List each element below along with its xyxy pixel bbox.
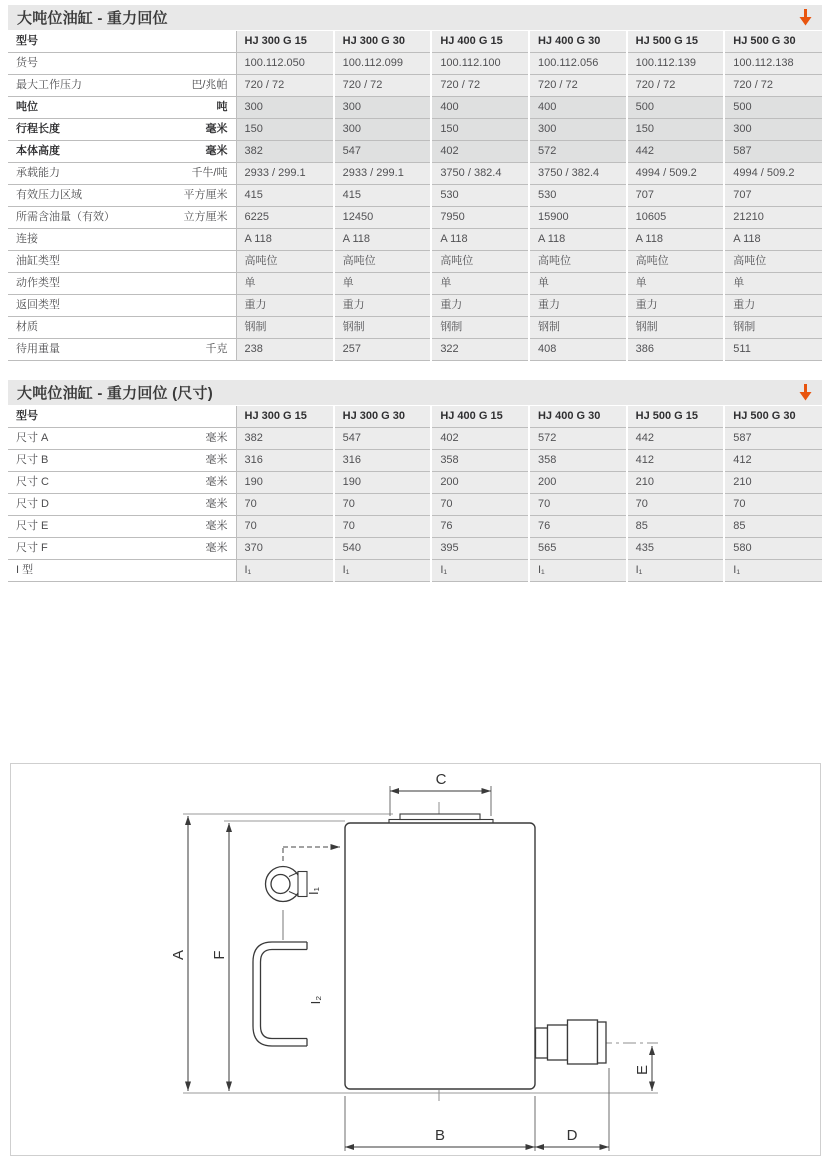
value-cell: 重力	[236, 295, 334, 317]
row-label: 尺寸 D	[16, 498, 49, 510]
value-cell: 4994 / 509.2	[627, 163, 725, 185]
column-header: HJ 500 G 15	[627, 31, 725, 53]
header-row	[8, 31, 822, 53]
row-label: 本体高度	[16, 145, 60, 157]
value-cell: 190	[334, 472, 432, 494]
value-cell: I₁	[529, 560, 627, 582]
row-label-cell	[8, 339, 236, 361]
row-label-cell	[8, 251, 236, 273]
value-cell: 钢制	[724, 317, 822, 339]
value-cell: 300	[334, 97, 432, 119]
value-cell: 210	[724, 472, 822, 494]
row-unit: 平方厘米	[183, 189, 228, 201]
value-cell: 重力	[334, 295, 432, 317]
dim-label-c: C	[435, 771, 447, 788]
column-header: HJ 300 G 15	[236, 406, 334, 428]
value-cell: 70	[236, 494, 334, 516]
table-row	[8, 295, 822, 317]
row-unit: 吨	[216, 101, 228, 113]
row-label-cell	[8, 560, 236, 582]
row-unit: 千克	[205, 343, 228, 355]
value-cell: 382	[236, 141, 334, 163]
row-label: I 型	[16, 564, 34, 576]
row-label: 最大工作压力	[16, 79, 82, 91]
label-i2: I₂	[308, 995, 323, 1005]
row-unit: 毫米	[205, 454, 228, 466]
row-label: 尺寸 B	[16, 454, 49, 466]
row-unit: 千牛/吨	[191, 167, 228, 179]
value-cell: 单	[334, 273, 432, 295]
value-cell: 150	[236, 119, 334, 141]
value-cell: 500	[724, 97, 822, 119]
value-cell: 382	[236, 428, 334, 450]
specs-title-bar	[8, 5, 822, 30]
value-cell: 322	[431, 339, 529, 361]
model-header-label: 型号	[8, 31, 236, 53]
value-cell: 316	[236, 450, 334, 472]
value-cell: 150	[627, 119, 725, 141]
value-cell: 300	[334, 119, 432, 141]
value-cell: 重力	[431, 295, 529, 317]
column-header: HJ 400 G 15	[431, 406, 529, 428]
value-cell: 重力	[627, 295, 725, 317]
header-row	[8, 406, 822, 428]
row-label: 动作类型	[16, 277, 60, 289]
value-cell: 15900	[529, 207, 627, 229]
row-label-cell	[8, 163, 236, 185]
value-cell: 单	[529, 273, 627, 295]
value-cell: 钢制	[431, 317, 529, 339]
value-cell: A 118	[627, 229, 725, 251]
value-cell: 530	[431, 185, 529, 207]
value-cell: 7950	[431, 207, 529, 229]
value-cell: 300	[724, 119, 822, 141]
row-label: 尺寸 F	[16, 542, 48, 554]
table-row	[8, 516, 822, 538]
column-header: HJ 400 G 30	[529, 406, 627, 428]
value-cell: 500	[627, 97, 725, 119]
value-cell: 100.112.138	[724, 53, 822, 75]
row-label-cell	[8, 75, 236, 97]
table-row	[8, 163, 822, 185]
value-cell: 70	[334, 494, 432, 516]
column-header: HJ 500 G 15	[627, 406, 725, 428]
value-cell: 400	[529, 97, 627, 119]
value-cell: 580	[724, 538, 822, 560]
value-cell: 720 / 72	[236, 75, 334, 97]
dim-label-d: D	[566, 1127, 578, 1144]
value-cell: 190	[236, 472, 334, 494]
value-cell: 70	[627, 494, 725, 516]
row-label-cell	[8, 185, 236, 207]
row-label-cell	[8, 317, 236, 339]
value-cell: 358	[431, 450, 529, 472]
value-cell: 76	[431, 516, 529, 538]
table-row	[8, 207, 822, 229]
value-cell: 3750 / 382.4	[431, 163, 529, 185]
column-header: HJ 400 G 15	[431, 31, 529, 53]
value-cell: 70	[236, 516, 334, 538]
value-cell: 442	[627, 141, 725, 163]
row-label-cell	[8, 119, 236, 141]
row-label: 尺寸 E	[16, 520, 49, 532]
value-cell: 单	[627, 273, 725, 295]
value-cell: 高吨位	[627, 251, 725, 273]
dim-label-a: A	[170, 949, 187, 961]
value-cell: 100.112.099	[334, 53, 432, 75]
table-row	[8, 494, 822, 516]
row-unit: 毫米	[205, 123, 228, 135]
row-label: 油缸类型	[16, 255, 60, 267]
arrow-head	[800, 392, 812, 401]
value-cell: A 118	[334, 229, 432, 251]
value-cell: 200	[529, 472, 627, 494]
specs-table	[8, 31, 822, 361]
model-header-label: 型号	[8, 406, 236, 428]
table-row	[8, 450, 822, 472]
value-cell: 400	[431, 97, 529, 119]
cylinder-diagram-box	[10, 763, 821, 1156]
column-header: HJ 300 G 30	[334, 31, 432, 53]
table-row	[8, 251, 822, 273]
value-cell: 70	[431, 494, 529, 516]
dimensions-section	[8, 380, 822, 582]
row-label-cell	[8, 207, 236, 229]
value-cell: 386	[627, 339, 725, 361]
value-cell: 540	[334, 538, 432, 560]
value-cell: 3750 / 382.4	[529, 163, 627, 185]
hydraulic-coupler	[536, 1020, 607, 1064]
row-unit: 毫米	[205, 498, 228, 510]
value-cell: 2933 / 299.1	[334, 163, 432, 185]
row-label: 所需含油量（有效）	[16, 211, 115, 223]
value-cell: 395	[431, 538, 529, 560]
row-label: 尺寸 A	[16, 432, 49, 444]
arrow-stem	[804, 384, 807, 393]
row-label: 承载能力	[16, 167, 60, 179]
value-cell: 100.112.050	[236, 53, 334, 75]
row-label: 材质	[16, 321, 38, 333]
value-cell: 70	[724, 494, 822, 516]
value-cell: 300	[236, 97, 334, 119]
value-cell: 重力	[529, 295, 627, 317]
value-cell: 150	[431, 119, 529, 141]
value-cell: 370	[236, 538, 334, 560]
value-cell: 415	[334, 185, 432, 207]
cylinder-body	[345, 814, 535, 1089]
table-row	[8, 185, 822, 207]
value-cell: 21210	[724, 207, 822, 229]
row-label-cell	[8, 295, 236, 317]
dim-label-b: B	[434, 1127, 446, 1144]
value-cell: 415	[236, 185, 334, 207]
value-cell: 76	[529, 516, 627, 538]
dimensions-title-bar	[8, 380, 822, 405]
value-cell: 单	[724, 273, 822, 295]
table-row	[8, 472, 822, 494]
value-cell: 钢制	[627, 317, 725, 339]
value-cell: 12450	[334, 207, 432, 229]
row-label-cell	[8, 472, 236, 494]
value-cell: 707	[724, 185, 822, 207]
value-cell: 442	[627, 428, 725, 450]
value-cell: 402	[431, 428, 529, 450]
row-label-cell	[8, 450, 236, 472]
value-cell: 100.112.139	[627, 53, 725, 75]
value-cell: 高吨位	[529, 251, 627, 273]
value-cell: 358	[529, 450, 627, 472]
row-label: 货号	[16, 57, 38, 69]
column-header: HJ 300 G 30	[334, 406, 432, 428]
column-header: HJ 500 G 30	[724, 406, 822, 428]
value-cell: A 118	[236, 229, 334, 251]
value-cell: 547	[334, 141, 432, 163]
arrow-head	[800, 17, 812, 26]
carry-handle	[253, 942, 307, 1046]
value-cell: 257	[334, 339, 432, 361]
row-label: 有效压力区域	[16, 189, 82, 201]
value-cell: 435	[627, 538, 725, 560]
row-label: 尺寸 C	[16, 476, 49, 488]
value-cell: 钢制	[334, 317, 432, 339]
value-cell: 720 / 72	[627, 75, 725, 97]
row-unit: 毫米	[205, 145, 228, 157]
table-row	[8, 141, 822, 163]
value-cell: 565	[529, 538, 627, 560]
value-cell: 钢制	[236, 317, 334, 339]
row-unit: 毫米	[205, 520, 228, 532]
value-cell: A 118	[431, 229, 529, 251]
table-row	[8, 75, 822, 97]
specs-title: 大吨位油缸 - 重力回位	[17, 9, 168, 27]
specs-section	[8, 5, 822, 361]
row-label-cell	[8, 97, 236, 119]
table-row	[8, 339, 822, 361]
cylinder-diagram	[11, 764, 820, 1155]
table-row	[8, 53, 822, 75]
value-cell: 高吨位	[334, 251, 432, 273]
dim-label-e: E	[634, 1064, 651, 1076]
value-cell: 100.112.056	[529, 53, 627, 75]
table-row	[8, 97, 822, 119]
column-header: HJ 500 G 30	[724, 31, 822, 53]
table-row	[8, 428, 822, 450]
value-cell: 6225	[236, 207, 334, 229]
row-unit: 毫米	[205, 432, 228, 444]
row-label-cell	[8, 229, 236, 251]
value-cell: 720 / 72	[334, 75, 432, 97]
dimensions-title: 大吨位油缸 - 重力回位 (尺寸)	[17, 384, 213, 402]
value-cell: 402	[431, 141, 529, 163]
row-label-cell	[8, 538, 236, 560]
table-row	[8, 229, 822, 251]
row-label-cell	[8, 273, 236, 295]
dimensions-table	[8, 406, 822, 582]
row-label: 行程长度	[16, 123, 60, 135]
row-label-cell	[8, 516, 236, 538]
row-label-cell	[8, 428, 236, 450]
value-cell: I₁	[724, 560, 822, 582]
value-cell: 316	[334, 450, 432, 472]
value-cell: 572	[529, 141, 627, 163]
value-cell: 720 / 72	[724, 75, 822, 97]
table-row	[8, 119, 822, 141]
download-arrow-icon[interactable]	[798, 9, 813, 26]
value-cell: 720 / 72	[431, 75, 529, 97]
value-cell: 200	[431, 472, 529, 494]
arrow-stem	[804, 9, 807, 18]
value-cell: 高吨位	[236, 251, 334, 273]
row-label: 返回类型	[16, 299, 60, 311]
value-cell: 210	[627, 472, 725, 494]
value-cell: 547	[334, 428, 432, 450]
row-label: 吨位	[16, 101, 38, 113]
value-cell: A 118	[529, 229, 627, 251]
value-cell: 70	[334, 516, 432, 538]
value-cell: 高吨位	[431, 251, 529, 273]
value-cell: 单	[431, 273, 529, 295]
value-cell: 707	[627, 185, 725, 207]
value-cell: 单	[236, 273, 334, 295]
value-cell: 高吨位	[724, 251, 822, 273]
table-row	[8, 273, 822, 295]
table-row	[8, 317, 822, 339]
row-label-cell	[8, 141, 236, 163]
value-cell: 587	[724, 428, 822, 450]
value-cell: 300	[529, 119, 627, 141]
lifting-eye	[266, 867, 308, 902]
row-unit: 毫米	[205, 542, 228, 554]
value-cell: A 118	[724, 229, 822, 251]
value-cell: 238	[236, 339, 334, 361]
table-row	[8, 538, 822, 560]
value-cell: I₁	[431, 560, 529, 582]
row-label-cell	[8, 494, 236, 516]
label-i1: I₁	[306, 887, 321, 895]
value-cell: I₁	[334, 560, 432, 582]
value-cell: 100.112.100	[431, 53, 529, 75]
value-cell: 412	[724, 450, 822, 472]
value-cell: 572	[529, 428, 627, 450]
row-label: 连接	[16, 233, 38, 245]
row-unit: 巴/兆帕	[191, 79, 228, 91]
row-label: 待用重量	[16, 343, 60, 355]
dim-label-f: F	[211, 950, 228, 960]
value-cell: 钢制	[529, 317, 627, 339]
table-row	[8, 560, 822, 582]
value-cell: 720 / 72	[529, 75, 627, 97]
value-cell: I₁	[627, 560, 725, 582]
value-cell: 85	[627, 516, 725, 538]
column-header: HJ 300 G 15	[236, 31, 334, 53]
value-cell: 重力	[724, 295, 822, 317]
value-cell: 530	[529, 185, 627, 207]
value-cell: 10605	[627, 207, 725, 229]
download-arrow-icon[interactable]	[798, 384, 813, 401]
column-header: HJ 400 G 30	[529, 31, 627, 53]
value-cell: 85	[724, 516, 822, 538]
value-cell: 587	[724, 141, 822, 163]
row-unit: 毫米	[205, 476, 228, 488]
value-cell: 408	[529, 339, 627, 361]
value-cell: I₁	[236, 560, 334, 582]
value-cell: 2933 / 299.1	[236, 163, 334, 185]
value-cell: 412	[627, 450, 725, 472]
value-cell: 70	[529, 494, 627, 516]
value-cell: 511	[724, 339, 822, 361]
value-cell: 4994 / 509.2	[724, 163, 822, 185]
row-label-cell	[8, 53, 236, 75]
row-unit: 立方厘米	[183, 211, 228, 223]
